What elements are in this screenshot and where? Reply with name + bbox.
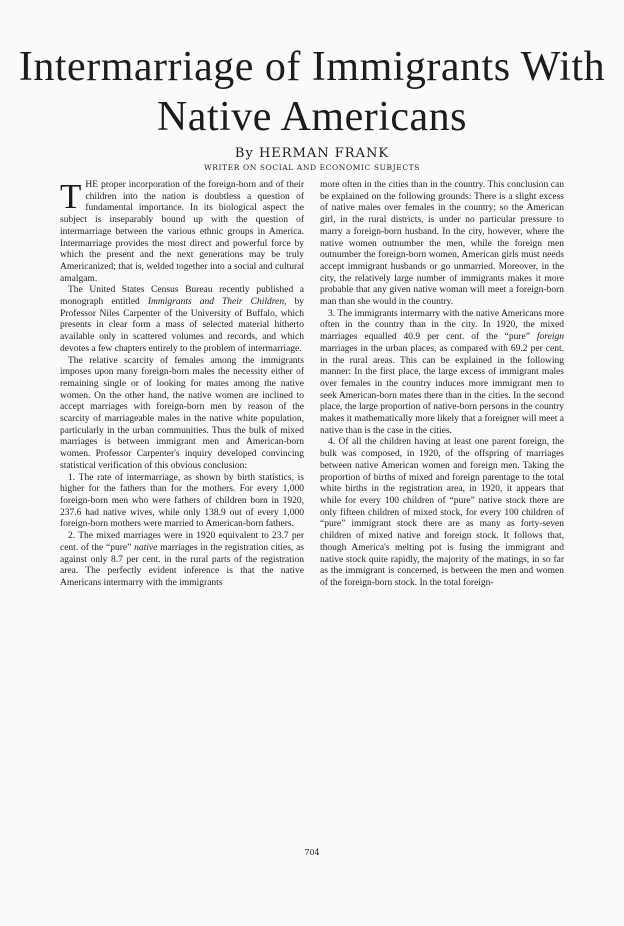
left-paragraph-5-text-a: 2. The mixed marriages were in 1920 equivalent to 23.7 per cent. of the “pure” [60, 531, 304, 553]
right-paragraph-2-text-a: 3. The immigrants intermarry with the native Americans more often in the country than in the city. In 1920, the mixed marriages equalled 40.9 per cent. of the “pure” [320, 308, 564, 343]
right-column [320, 180, 564, 590]
right-paragraph-3: 4. Of all the children having at least one parent foreign, the bulk was composed, in 1920, of the offspring of marriages between native American women and foreign men. Taking the proportion of births of mixed and foreign parentage to the total white births in the registration area, in 1920, it appears that while for every 100 children of “pure” native stock there are only fifteen children of mixed stock, for every 100 children of “pure” immigrant stock there are as many as forty-seven children of mixed native and foreign stock. It follows that, though America's melting pot is fusing the immigrant and native stock quite rapidly, the majority of the matings, in so far as the immigrant is concerned, is between the men and women of the foreign-born stock. In the total foreign- [320, 437, 564, 588]
left-paragraph-4: 1. The rate of intermarriage, as shown by birth statistics, is higher for the fathers than for the mothers. For every 1,000 foreign-born men who were fathers of children born in 1920, 237.6 had native wives, while only 138.9 out of every 1,000 foreign-born mothers were married to American-born fathers. [60, 472, 304, 530]
left-paragraph-1-text: HE proper incorporation of the foreign-born and of their children into the nation is doubtless a question of fundamental importance. In its biological aspect the subject is inseparably bound up with the question of intermarriage between the various ethnic groups in America. Intermarriage provides the most direct and powerful force by which the present and the next generations may be truly Americanized; that is, welded together into a social and cultural amalgam. [60, 180, 304, 284]
left-paragraph-3: The relative scarcity of females among the immigrants imposes upon many foreign-born males the necessity either of remaining single or of looking for mates among the native women. On the other hand, the native women are inclined to accept marriages with foreign-born men by reason of the scarcity of marriageable males in the native white population, particularly in the urban communities. Thus the bulk of mixed marriages is between immigrant men and American-born women. Professor Carpenter's inquiry developed convincing statistical verification of this obvious conclusion: [60, 355, 304, 471]
italic-native: native [134, 542, 158, 553]
article-title [0, 42, 624, 142]
left-paragraph-2 [60, 285, 304, 355]
left-paragraph-5-text-b: marriages in the registration cities, as against only 8.7 per cent. in the rural parts of the registration area. The perfectly evident inference is that the native Americans intermarry with the immigrants [60, 542, 304, 588]
right-paragraph-2-text-b: marriages in the urban places, as compared with 69.2 per cent. in the rural areas. This can be explained in the following manner: In the first place, the large excess of immigrant males over females in the country induces more immigrant men to seek American-born mates there than in the cities. In the second place, the large proportion of native-born persons in the country makes it mathematically more likely that a foreigner will meet a native than is the case in the cities. [320, 343, 564, 436]
drop-cap: T [60, 177, 82, 216]
author-role: WRITER ON SOCIAL AND ECONOMIC SUBJECTS [203, 163, 421, 172]
left-paragraph-1 [60, 177, 304, 285]
left-paragraph-2-text-b: by Professor Niles Carpenter of the University of Buffalo, which presents in clear form a mass of selected material hitherto available only in scattered volumes and records, and which devotes a few chapters entirely to the problem of intermarriage. [60, 297, 304, 354]
right-paragraph-1: more often in the cities than in the country. This conclusion can be explained on the following grounds: There is a slight excess of native males over females in the country; so the American girl, in the rural districts, is under no particular pressure to marry a foreign-born husband. In the city, however, where the native women outnumber the men, while the foreign men outnumber the foreign-born women, American girls must needs accept immigrant husbands or go unmarried. Moreover, in the city, the relatively large number of immigrants makes it more probable that any given native woman will meet a foreign-born man than she would in the country. [320, 180, 564, 308]
right-paragraph-2 [320, 309, 564, 438]
author-byline: By HERMAN FRANK [234, 146, 390, 161]
italic-foreign: foreign [536, 332, 564, 343]
left-paragraph-2-text-a: The United States Census Bureau recently published a monograph entitled [60, 285, 304, 308]
page-number: 704 [304, 848, 320, 857]
left-paragraph-5 [60, 531, 304, 590]
title-line-1: Intermarriage of Immigrants With [18, 44, 606, 90]
title-line-2: Native Americans [156, 94, 468, 140]
monograph-title: Immigrants and Their Children, [147, 297, 287, 308]
left-column [60, 177, 304, 590]
